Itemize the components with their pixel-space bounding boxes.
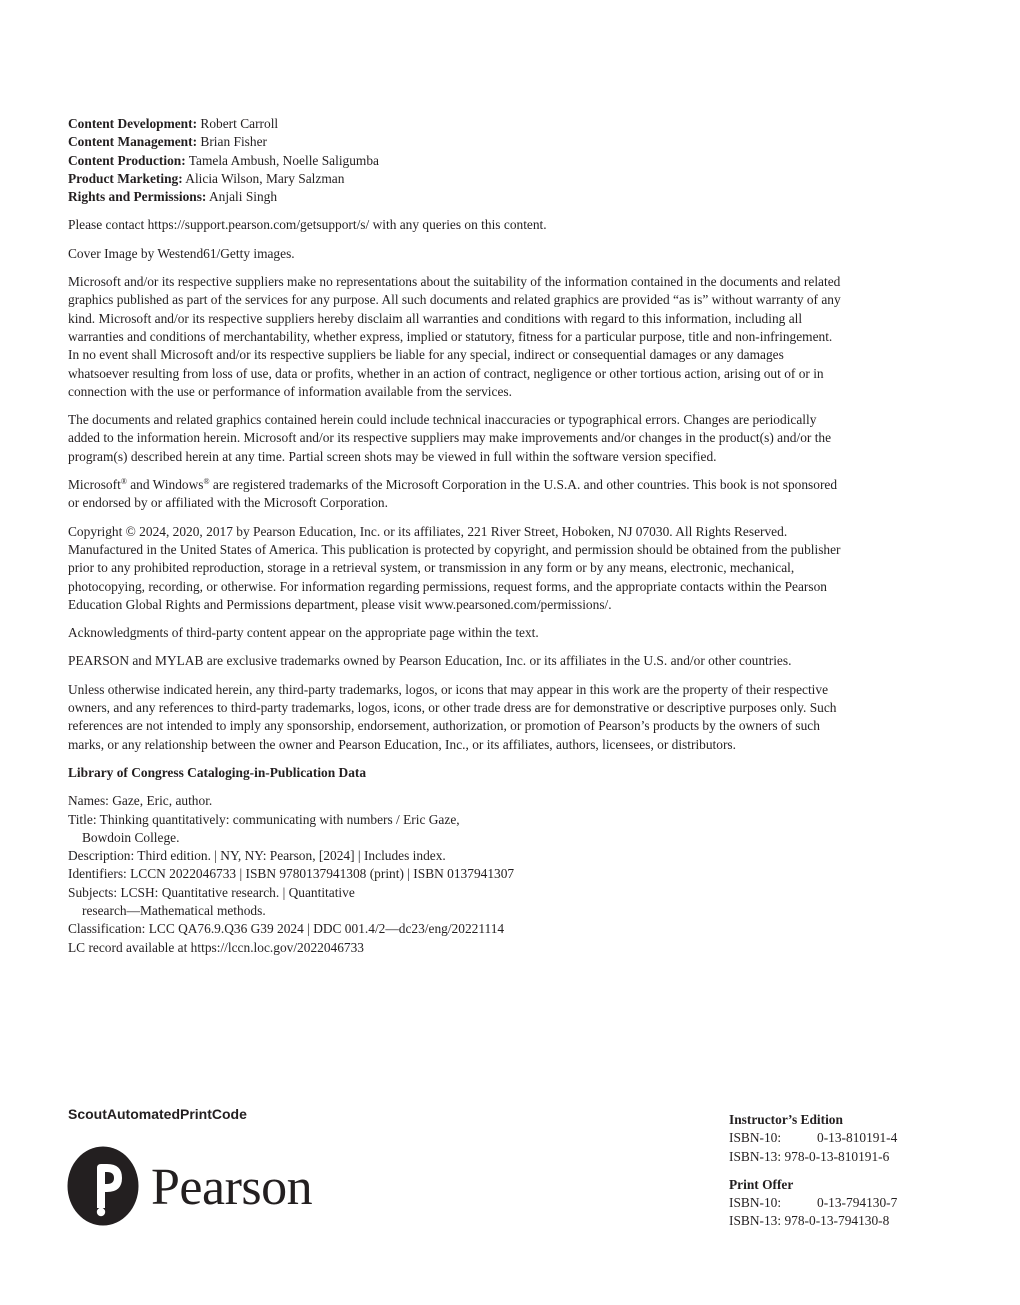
cip-classification: Classification: LCC QA76.9.Q36 G39 2024 | DDC 001.4/2—dc23/eng/20221114 — [68, 921, 505, 937]
instructors-isbn10: ISBN-10: 0-13-810191-4 — [729, 1130, 898, 1146]
cip-subjects-continued: research—Mathematical methods. — [82, 902, 266, 918]
microsoft-disclaimer: Microsoft and/or its respective suppliers make no representations about the suitability of the information contained in the documents and related graphics published as part of the services for any purpose. All such documents and related graphics are provided “as is” without warranty of any kind. Microsoft and/or its respective suppliers hereby disclaim all warranties and conditions with regard to this information, including all warranties and conditions of merchantability, whether express, implied or statutory, fitness for a particular purpose, title and non-infringement. In no event shall Microsoft and/or its respective suppliers be liable for any special, indirect or consequential damages or any damages whatsoever resulting from loss of use, data or profits, whether in an action of contract, negligence or other tortious action, arising out of or in connection with the use or performance of information available from the services. — [68, 274, 841, 399]
instructors-edition-heading: Instructor’s Edition — [729, 1112, 843, 1127]
copyright-paragraph: Copyright © 2024, 2020, 2017 by Pearson Education, Inc. or its affiliates, 221 River Street, Hoboken, NJ 07030. All Rights Reserved. Manufactured in the United States of America. This publication is protected by copyright, and permission should be obtained from the publisher prior to any prohibited reproduction, storage in a retrieval system, or transmission in any form or by any means, electronic, mechanical, photocopying, recording, or otherwise. For information regarding permissions, request forms, and the appropriate contacts within the Pearson Education Global Rights and Permissions department, please visit www.pearsoned.com/permissions/. — [68, 523, 841, 612]
print-code: ScoutAutomatedPrintCode — [68, 1106, 247, 1122]
pearson-wordmark: Pearson — [151, 1159, 313, 1216]
contact-paragraph: Please contact https://support.pearson.com/getsupport/s/ with any queries on this content. — [68, 217, 547, 233]
pearson-logo — [67, 1148, 312, 1228]
loc-heading: Library of Congress Cataloging-in-Publication Data — [68, 764, 367, 780]
instructors-isbn13: ISBN-13: 978-0-13-810191-6 — [729, 1148, 890, 1164]
credit-line: Product Marketing: Alicia Wilson, Mary Salzman — [68, 170, 345, 186]
credit-line: Content Development: Robert Carroll — [68, 116, 279, 131]
print-offer-heading: Print Offer — [729, 1176, 794, 1192]
cip-title: Title: Thinking quantitatively: communicating with numbers / Eric Gaze, — [68, 811, 460, 827]
copyright-page-body — [68, 115, 843, 957]
errors-notice: The documents and related graphics contained herein could include technical inaccuracies or typographical errors. Changes are periodically added to the information herein. Microsoft and/or its respective suppliers may make improvements and/or changes in the product(s) and/or the program(s) described herein at any time. Partial screen shots may be viewed in full within the software version specified. — [68, 412, 832, 464]
cip-record-link: LC record available at https://lccn.loc.gov/2022046733 — [68, 939, 365, 955]
cip-names: Names: Gaze, Eric, author. — [68, 793, 213, 809]
credits-block — [68, 115, 843, 206]
isbn-block — [729, 1111, 897, 1231]
trademark-paragraph: Microsoft® and Windows® are registered trademarks of the Microsoft Corporation in the U.S.A. and other countries. This book is not sponsored or endorsed by or affiliated with the Microsoft Corporation. — [68, 477, 838, 511]
acknowledgments-paragraph: Acknowledgments of third-party content appear on the appropriate page within the text. — [68, 625, 539, 641]
cip-description: Description: Third edition. | NY, NY: Pearson, [2024] | Includes index. — [68, 848, 446, 864]
print-offer-isbn10: ISBN-10: 0-13-794130-7 — [729, 1195, 898, 1211]
cip-identifiers: Identifiers: LCCN 2022046733 | ISBN 9780137941308 (print) | ISBN 0137941307 — [68, 866, 515, 882]
pearson-p-logo-icon — [67, 1146, 139, 1231]
pearson-trademarks-paragraph: PEARSON and MYLAB are exclusive trademarks owned by Pearson Education, Inc. or its affiliates in the U.S. and/or other countries. — [68, 653, 792, 669]
cip-data-block — [68, 792, 843, 957]
credit-line: Content Production: Tamela Ambush, Noelle Saligumba — [68, 152, 379, 168]
cip-subjects: Subjects: LCSH: Quantitative research. | Quantitative — [68, 884, 355, 900]
third-party-paragraph: Unless otherwise indicated herein, any third-party trademarks, logos, or icons that may appear in this work are the property of their respective owners, and any references to third-party trademarks, logos, icons, or other trade dress are for demonstrative or descriptive purposes only. Such references are not intended to imply any sponsorship, endorsement, authorization, or promotion of Pearson’s products by the owners of such marks, or any relationship between the owner and Pearson Education, Inc., or its affiliates, authors, licensees, or distributors. — [68, 681, 837, 752]
cover-credit: Cover Image by Westend61/Getty images. — [68, 245, 295, 261]
credit-line: Content Management: Brian Fisher — [68, 134, 267, 150]
cip-title-continued: Bowdoin College. — [82, 829, 180, 845]
credit-line: Rights and Permissions: Anjali Singh — [68, 189, 278, 205]
print-offer-isbn13: ISBN-13: 978-0-13-794130-8 — [729, 1213, 890, 1229]
